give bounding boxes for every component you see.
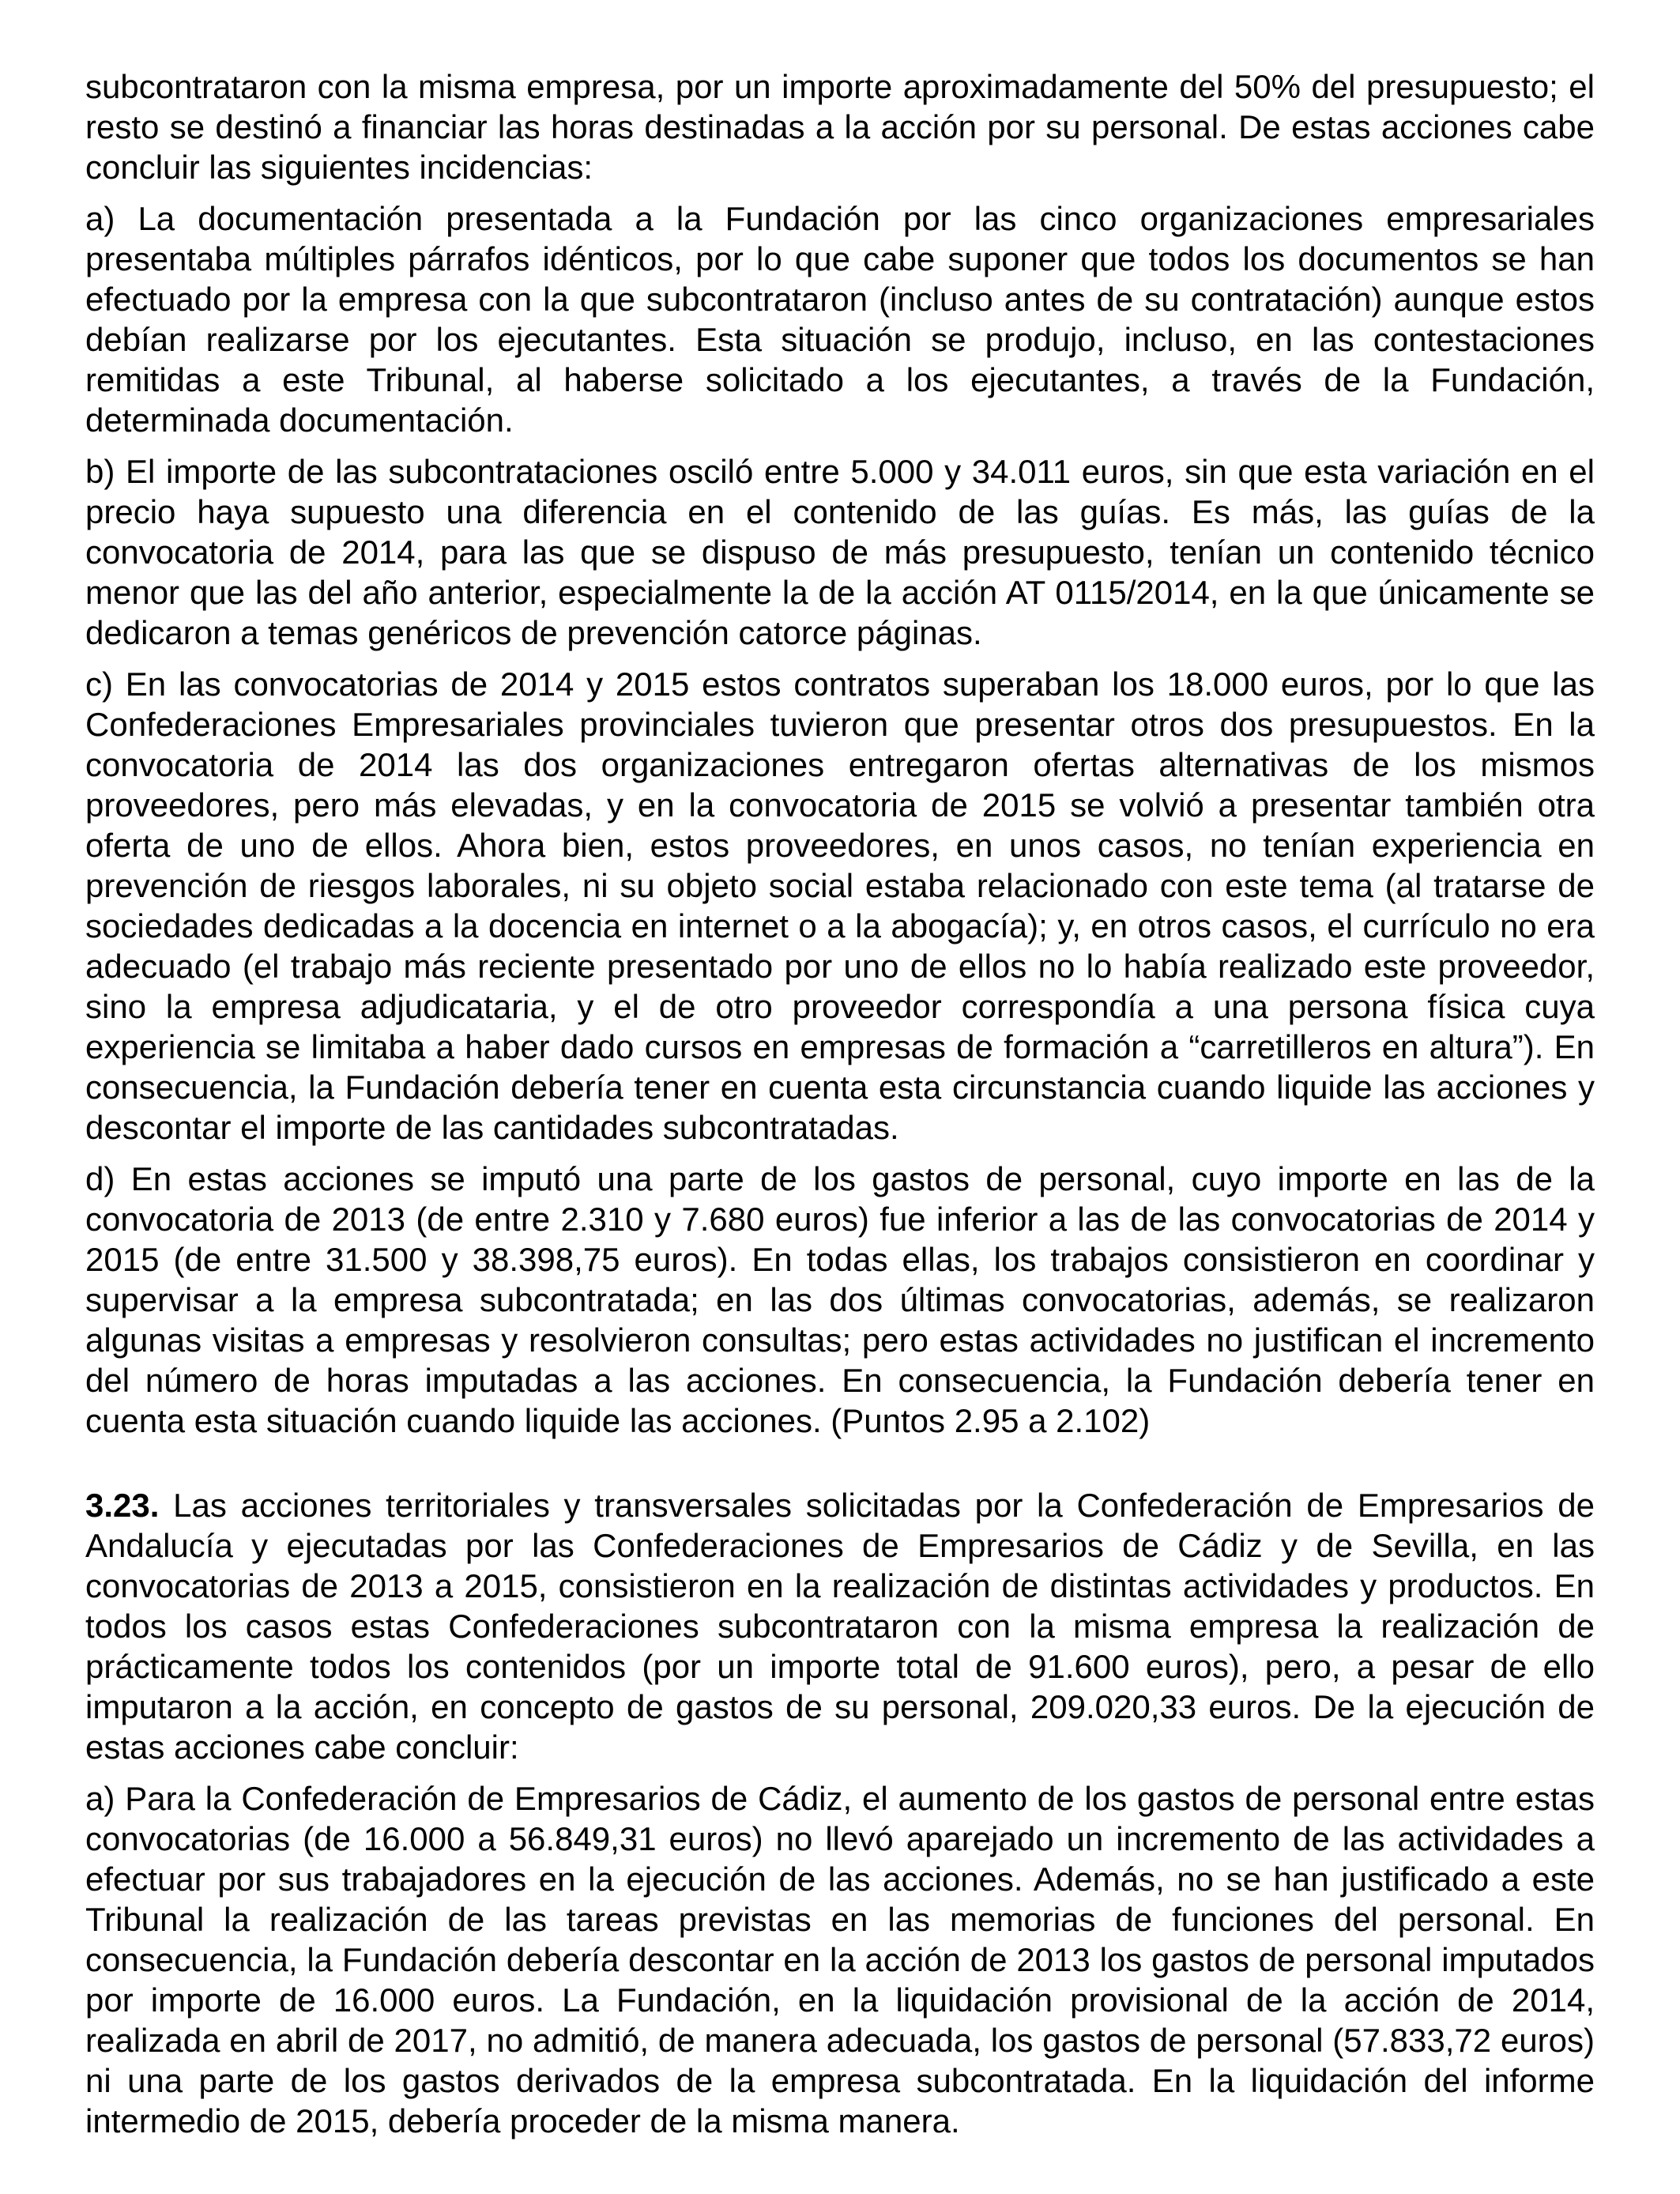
item-b-text: El importe de las subcontrataciones osciló entre 5.000 y 34.011 euros, sin que esta variación en el precio haya supuesto una diferencia en el contenido de las guías. Es más, las guías de la convocatoria de 2014, para las que se dispuso de más presupuesto, tenían un contenido técnico menor que las del año anterior, especialmente la de la acción AT 0115/2014, en la que únicamente se dedicaron a temas genéricos de prevención catorce páginas. (85, 453, 1595, 651)
intro-paragraph: subcontrataron con la misma empresa, por un importe aproximadamente del 50% del presupuesto; el resto se destinó a financiar las horas destinadas a la acción por su personal. De estas acciones cabe concluir las siguientes incidencias: (85, 68, 1595, 186)
item-d-text: En estas acciones se imputó una parte de los gastos de personal, cuyo importe en las de la convocatoria de 2013 (de entre 2.310 y 7.680 euros) fue inferior a las de las convocatorias de 2014 y 2015 (de entre 31.500 y 38.398,75 euros). En todas ellas, los trabajos consistieron en coordinar y supervisar a la empresa subcontratada; en las dos últimas convocatorias, además, se realizaron algunas visitas a empresas y resolvieron consultas; pero estas actividades no justifican el incremento del número de horas imputadas a las acciones. En consecuencia, la Fundación debería tener en cuenta esta situación cuando liquide las acciones. (Puntos 2.95 a 2.102) (85, 1160, 1595, 1439)
section-item-a-paragraph (85, 1778, 1595, 2141)
document-page (85, 66, 1595, 2152)
section-3-23-paragraph (85, 1485, 1595, 1767)
item-d-marker: d) (85, 1160, 115, 1197)
item-a-marker: a) (85, 200, 115, 237)
section-number: 3.23. (85, 1487, 160, 1524)
item-b-marker: b) (85, 453, 115, 490)
item-d-paragraph (85, 1159, 1595, 1441)
section-item-a-marker: a) (85, 1780, 115, 1817)
item-a-paragraph (85, 198, 1595, 440)
item-a-text: La documentación presentada a la Fundación por las cinco organizaciones empresariales presentaba múltiples párrafos idénticos, por lo que cabe suponer que todos los documentos se han efectuado por la empresa con la que subcontrataron (incluso antes de su contratación) aunque estos debían realizarse por los ejecutantes. Esta situación se produjo, incluso, en las contestaciones remitidas a este Tribunal, al haberse solicitado a los ejecutantes, a través de la Fundación, determinada documentación. (85, 200, 1595, 439)
item-c-text: En las convocatorias de 2014 y 2015 estos contratos superaban los 18.000 euros, por lo que las Confederaciones Empresariales provinciales tuvieron que presentar otros dos presupuestos. En la convocatoria de 2014 las dos organizaciones entregaron ofertas alternativas de los mismos proveedores, pero más elevadas, y en la convocatoria de 2015 se volvió a presentar también otra oferta de uno de ellos. Ahora bien, estos proveedores, en unos casos, no tenían experiencia en prevención de riesgos laborales, ni su objeto social estaba relacionado con este tema (al tratarse de sociedades dedicadas a la docencia en internet o a la abogacía); y, en otros casos, el currículo no era adecuado (el trabajo más reciente presentado por uno de ellos no lo había realizado este proveedor, sino la empresa adjudicataria, y el de otro proveedor correspondía a una persona física cuya experiencia se limitaba a haber dado cursos en empresas de formación a “carretilleros en altura”). En consecuencia, la Fundación debería tener en cuenta esta circunstancia cuando liquide las acciones y descontar el importe de las cantidades subcontratadas. (85, 665, 1595, 1146)
item-b-paragraph (85, 451, 1595, 653)
item-c-paragraph (85, 664, 1595, 1148)
section-text: Las acciones territoriales y transversales solicitadas por la Confederación de Empresarios de Andalucía y ejecutadas por las Confederaciones de Empresarios de Cádiz y de Sevilla, en las convocatorias de 2013 a 2015, consistieron en la realización de distintas actividades y productos. En todos los casos estas Confederaciones subcontrataron con la misma empresa la realización de prácticamente todos los contenidos (por un importe total de 91.600 euros), pero, a pesar de ello imputaron a la acción, en concepto de gastos de su personal, 209.020,33 euros. De la ejecución de estas acciones cabe concluir: (85, 1487, 1595, 1766)
section-item-a-text: Para la Confederación de Empresarios de Cádiz, el aumento de los gastos de personal entre estas convocatorias (de 16.000 a 56.849,31 euros) no llevó aparejado un incremento de las actividades a efectuar por sus trabajadores en la ejecución de las acciones. Además, no se han justificado a este Tribunal la realización de las tareas previstas en las memorias de funciones del personal. En consecuencia, la Fundación debería descontar en la acción de 2013 los gastos de personal imputados por importe de 16.000 euros. La Fundación, en la liquidación provisional de la acción de 2014, realizada en abril de 2017, no admitió, de manera adecuada, los gastos de personal (57.833,72 euros) ni una parte de los gastos derivados de la empresa subcontratada. En la liquidación del informe intermedio de 2015, debería proceder de la misma manera. (85, 1780, 1595, 2139)
item-c-marker: c) (85, 665, 113, 703)
